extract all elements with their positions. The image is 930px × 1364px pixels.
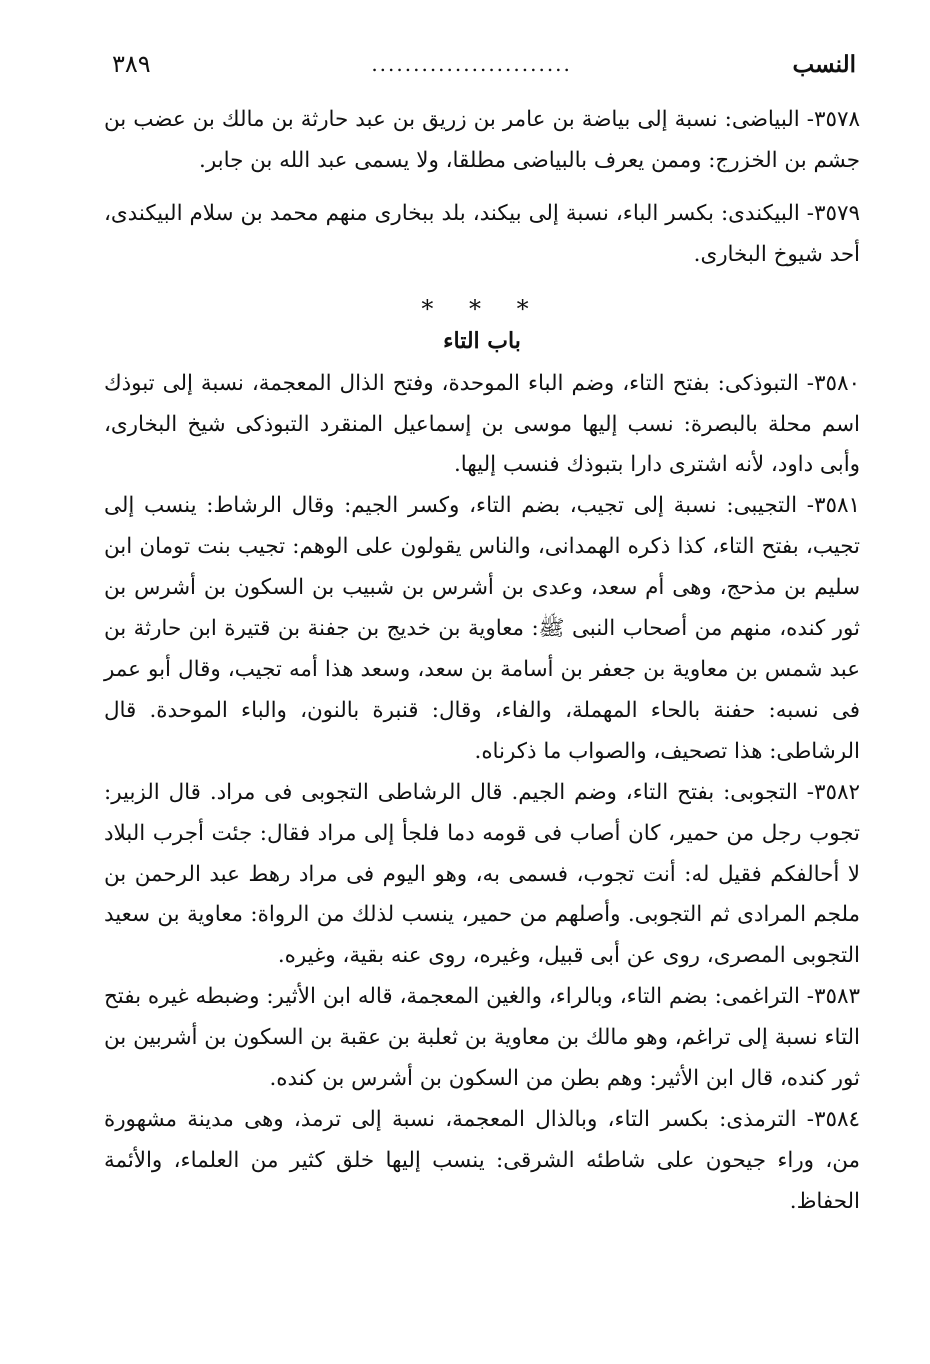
entry-3578: ٣٥٧٨- البياضى: نسبة إلى بياضة بن عامر بن زريق بن عبد حارثة بن مالك بن عضب بن جشم بن الخزرج: وممن يعرف بالبياضى مطلقا، ولا يسمى عبد الله بن جابر. [104, 107, 860, 173]
entry-3582: ٣٥٨٢- التجوبى: بفتح التاء، وضم الجيم. قال الرشاطى التجوبى فى مراد. قال الزبير: تجوب رجل من حمير، كان أصاب فى قومه دما فلجأ إلى مراد فقال: جئت أجرب البلاد لا أحالفكم فقيل له: أنت تجوب، فسمى به، وهو اليوم فى مراد رهط عبد الرحمن بن ملجم المرادى ثم التجوبى. وأصلهم من حمير، ينسب لذلك من الرواة: معاوية بن سعيد التجوبى المصرى، روى عن أبى قبيل، وغيره، روى عنه بقية، وغيره. [104, 779, 860, 969]
running-title: النسب [792, 50, 856, 78]
page-number: ٣٨٩ [112, 50, 151, 78]
entry-3584: ٣٥٨٤- الترمذى: بكسر التاء، وبالذال المعجمة، نسبة إلى ترمذ، وهى مدينة مشهورة من، وراء جيحون على شاطئه الشرقى: ينسب إليها خلق كثير من العلماء، والأئمة الحفاظ. [104, 1106, 860, 1214]
entry-3581: ٣٥٨١- التجيبى: نسبة إلى تجيب، بضم التاء، وكسر الجيم: وقال الرشاط: ينسب إلى تجيب، بفتح التاء، كذا ذكره الهمدانى، والناس يقولون على الوهم: تجيب بنت تومان ابن سليم بن مذحج، وهى أم سعد، وعدى بن أشرس بن شبيب بن السكون بن أشرس بن ثور كنده، منهم من أصحاب النبى ﷺ: معاوية بن خديج بن جفنة بن قتيرة ابن حارثة بن عبد شمس بن معاوية بن جعفر بن أسامة بن سعد، وسعد هذا أمه تجيب، وقال أبو عمر فى نسبه: حفنة بالحاء المهملة، والفاء، وقال: قنبرة بالنون، والباء الموحدة. قال الرشاطى: هذا تصحيف، والصواب ما ذكرناه. [104, 493, 860, 764]
entry-3580: ٣٥٨٠- التبوذكى: بفتح التاء، وضم الباء الموحدة، وفتح الذال المعجمة، نسبة إلى تبوذك اسم محلة بالبصرة: نسب إليها موسى بن إسماعيل المنقرد التبوذكى شيخ البخارى، وأبى داود، لأنه اشترى دارا بتبوذك فنسب إليها. [104, 370, 860, 478]
running-header [112, 44, 856, 84]
section-separator: * * * [421, 294, 543, 323]
leader-dots: ........................ [371, 52, 572, 76]
page-body [104, 100, 860, 1223]
entry-3583: ٣٥٨٣- التراغمى: بضم التاء، وبالراء، والغين المعجمة، قاله ابن الأثير: وضبطه غيره بفتح التاء نسبة إلى تراغم، وهو مالك بن معاوية بن ثعلبة بن عقبة بن السكون بن أشربين بن ثور كنده، قال ابن الأثير: وهم بطن من السكون بن أشرس بن كنده. [104, 984, 860, 1092]
entry-3579: ٣٥٧٩- البيكندى: بكسر الباء، نسبة إلى بيكند، بلد ببخارى منهم محمد بن سلام البيكندى، أحد شيوخ البخارى. [104, 200, 860, 267]
section-heading: باب التاء [443, 327, 521, 354]
